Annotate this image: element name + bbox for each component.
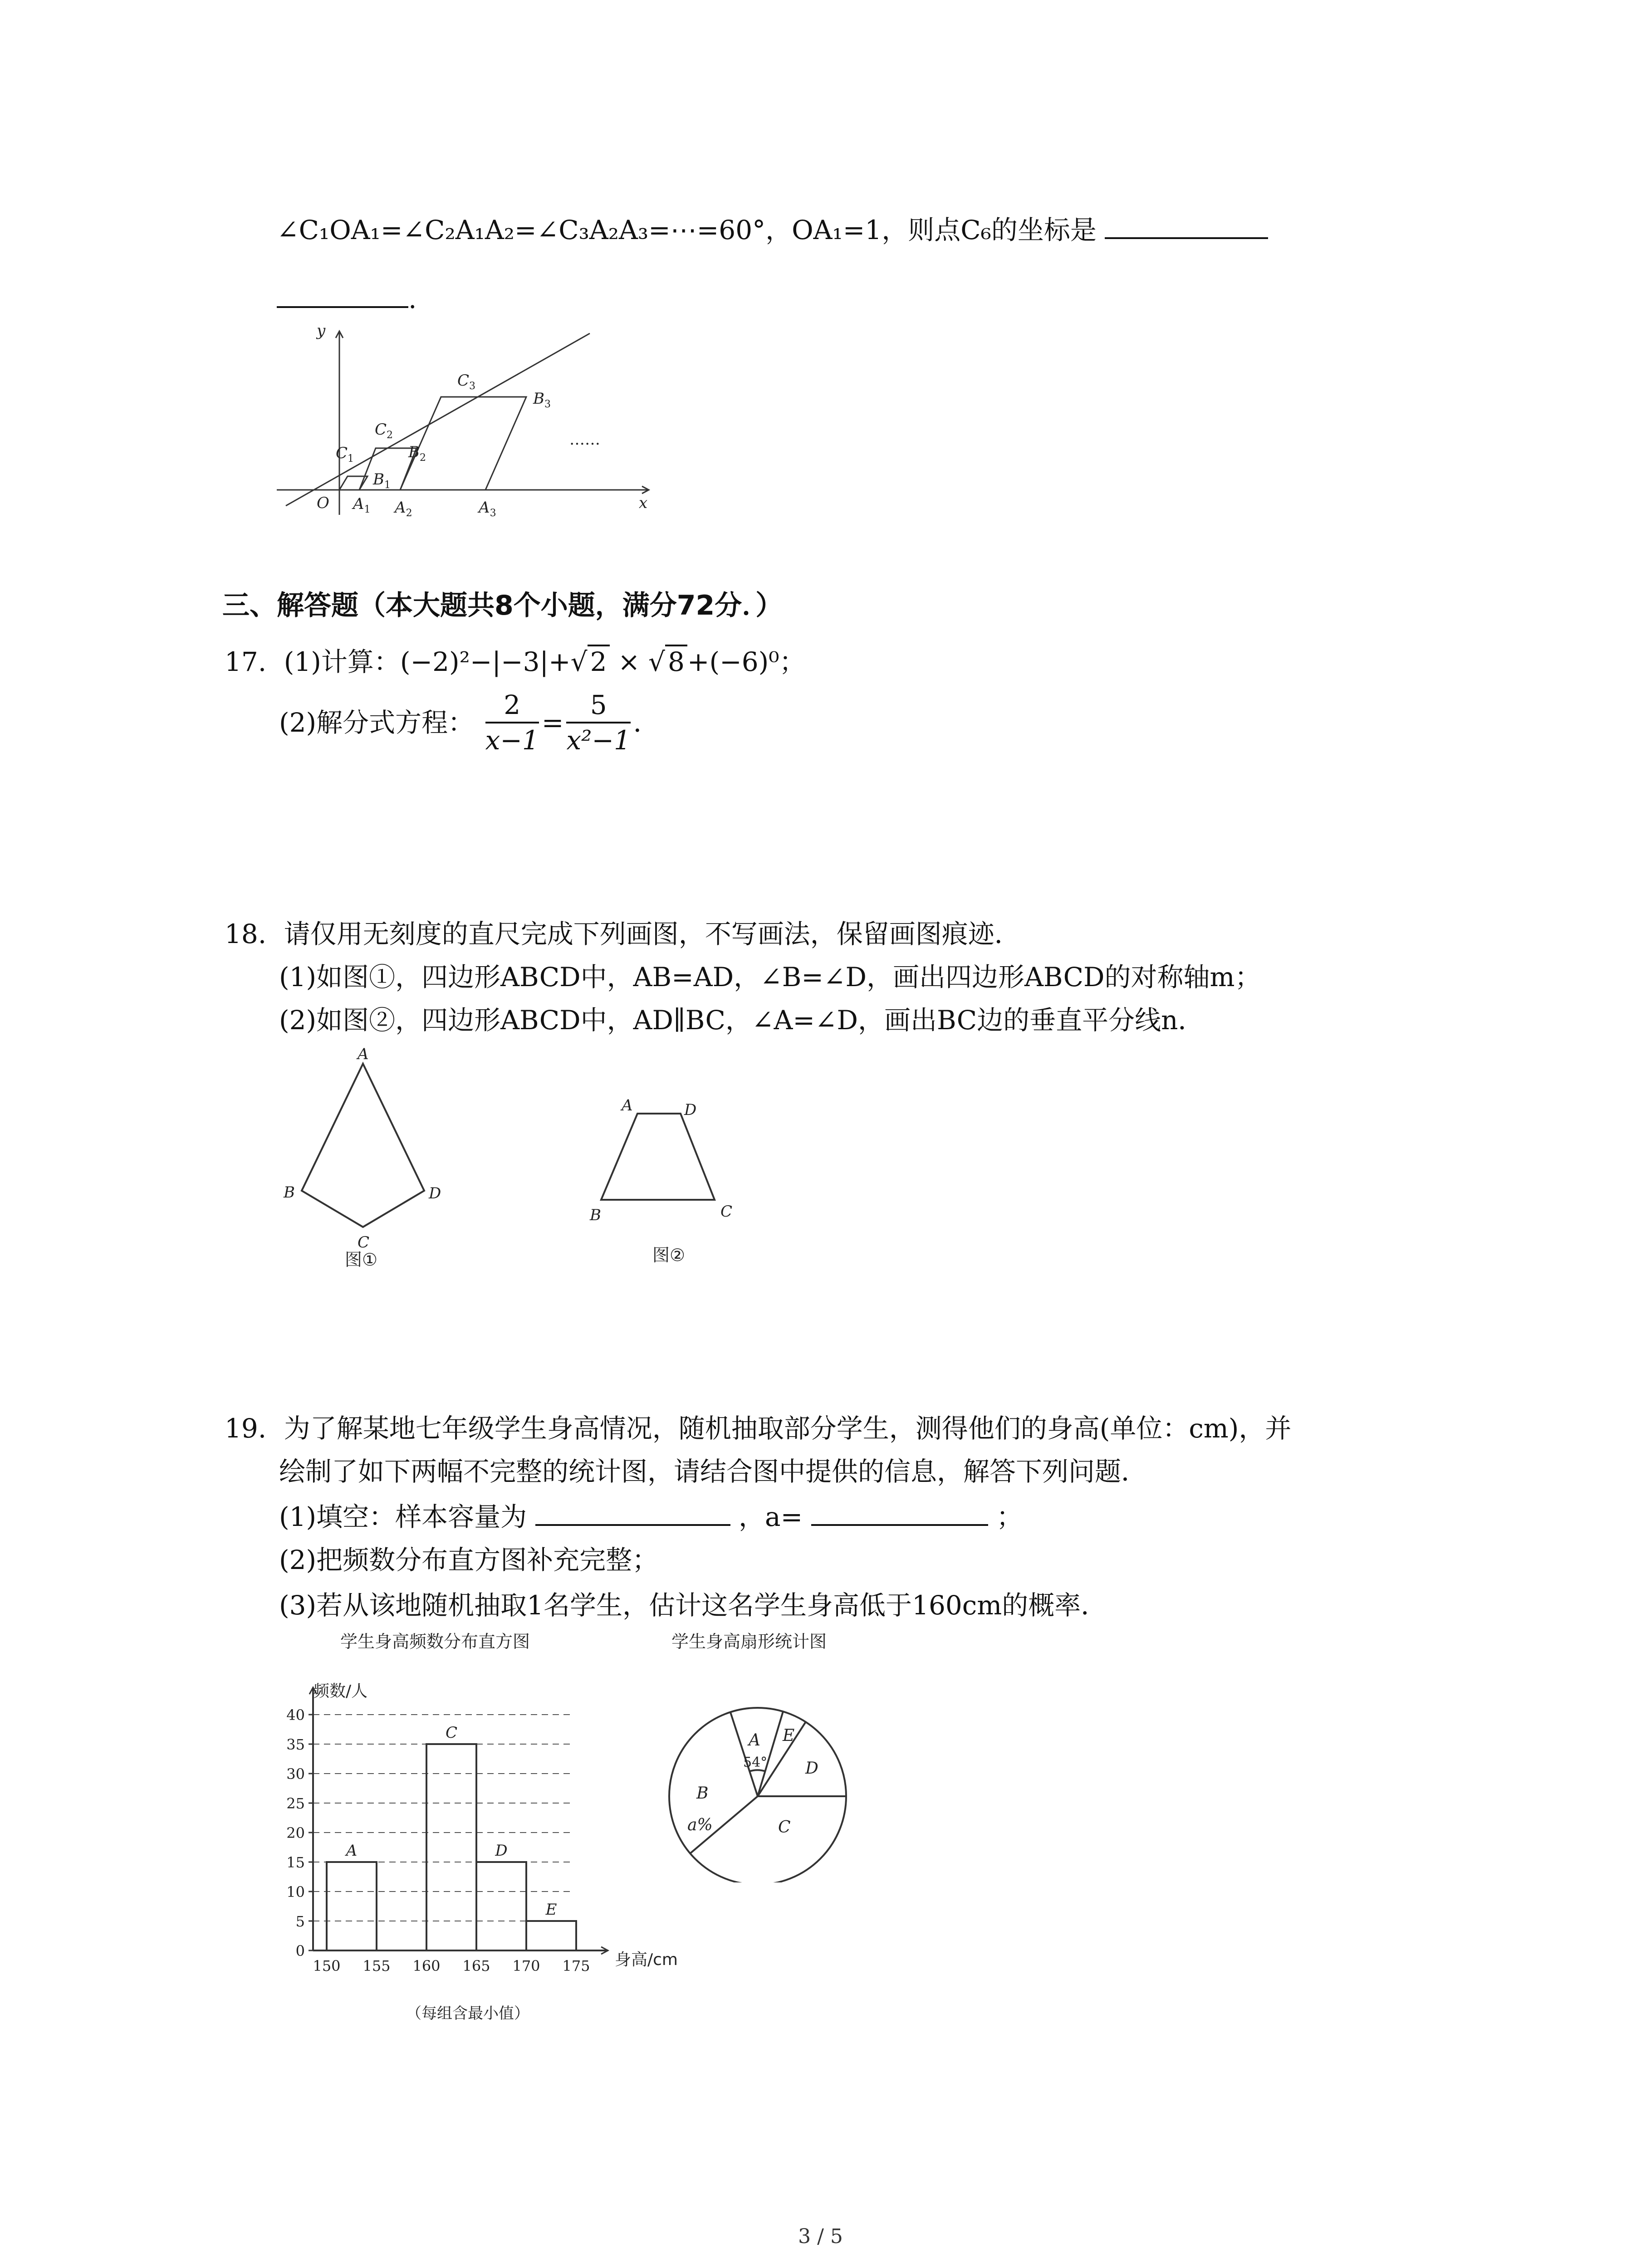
q19-pie-chart (635, 1628, 889, 1882)
q17-p2-end: ． (633, 707, 660, 738)
q17-number: 17. (225, 646, 267, 677)
hist-bar-E (526, 1921, 576, 1950)
label-x: x (639, 494, 648, 512)
q19-sample-size-blank[interactable] (535, 1524, 730, 1526)
label-O: O (317, 494, 329, 512)
q17-frac2-den: x²−1 (566, 725, 631, 756)
q16-condition: ∠C₁OA₁=∠C₂A₁A₂=∠C₃A₂A₃=⋯=60°，OA₁=1，则点C₆的坐标是 (277, 215, 1097, 245)
q19-stem-line-1 (225, 1415, 1291, 1442)
q17-times: × (617, 646, 640, 677)
q17-frac1-den: x−1 (485, 725, 539, 756)
y-tick-label: 25 (286, 1795, 305, 1812)
label-A3: $A_3$ (479, 499, 496, 519)
x-tick-label: 155 (362, 1957, 391, 1975)
y-tick-label: 0 (295, 1942, 305, 1960)
label-C3: $C_3$ (457, 371, 476, 392)
label-y: y (317, 322, 326, 340)
q19-stem-1: 为了解某地七年级学生身高情况，随机抽取部分学生，测得他们的身高(单位：cm)，并 (284, 1413, 1292, 1444)
fig1-caption: 图① (345, 1250, 378, 1270)
label-B2: $B_2$ (408, 443, 426, 464)
hist-bar-label: A (346, 1842, 358, 1860)
q17-frac1-num: 2 (485, 692, 539, 723)
label-C1: $C_1$ (336, 444, 354, 464)
q17-sqrt8: 8 (665, 645, 687, 677)
q16-end: . (408, 284, 417, 314)
label-A2: $A_2$ (395, 499, 412, 519)
fig2-label-B: B (590, 1206, 601, 1224)
q16-condition-line (277, 217, 1268, 243)
q17-fraction-1 (485, 689, 539, 756)
pie-label-E: E (783, 1726, 795, 1745)
y-tick-label: 20 (286, 1824, 305, 1842)
hist-note: （每组含最小值） (406, 2004, 529, 2023)
q17-part1-line (225, 646, 806, 677)
q19-part2: (2)把频数分布直方图补充完整； (279, 1545, 659, 1575)
q17-sqrt2: 2 (588, 645, 610, 677)
fig2-label-C: C (720, 1202, 733, 1221)
pie-label-B: B (696, 1784, 709, 1803)
q19-a-blank[interactable] (811, 1524, 988, 1526)
q18-number: 18. (225, 919, 267, 949)
sqrt-icon: √ (570, 646, 588, 677)
hist-ylabel: 频数/人 (313, 1682, 368, 1701)
y-tick-label: 5 (295, 1913, 305, 1930)
q19-p1-label: (1)填空：样本容量为 (279, 1501, 527, 1532)
y-tick-label: 30 (286, 1765, 305, 1783)
q17-p1-label: (1)计算： (284, 646, 400, 677)
fig1-label-B: B (284, 1183, 295, 1202)
label-B3: $B_3$ (533, 390, 551, 410)
q19-p1-mid: ，a= (739, 1501, 803, 1532)
q19-part1-line (279, 1501, 1023, 1532)
q18-stem-line (225, 921, 1021, 947)
y-tick-label: 15 (286, 1854, 305, 1871)
q16-figure (272, 313, 671, 531)
fig1-label-D: D (429, 1184, 441, 1202)
hist-xlabel: 身高/cm (615, 1950, 678, 1969)
q18-stem: 请仅用无刻度的直尺完成下列画图，不写画法，保留画图痕迹． (284, 919, 1021, 949)
fig1-label-C: C (358, 1233, 370, 1251)
q16-answer-blank-1[interactable] (1105, 237, 1268, 239)
pie-label-C: C (778, 1818, 791, 1837)
x-tick-label: 170 (512, 1957, 540, 1975)
label-dots: …… (569, 430, 600, 449)
q17-part2-line (279, 689, 660, 756)
x-tick-label: 165 (462, 1957, 490, 1975)
x-tick-label: 175 (562, 1957, 590, 1975)
q19-number: 19. (225, 1413, 267, 1444)
page-number: 3 / 5 (798, 2225, 843, 2248)
y-tick-label: 35 (286, 1736, 305, 1753)
x-tick-label: 150 (313, 1957, 341, 1975)
q19-p1-end: ； (996, 1501, 1023, 1532)
hist-bar-label: E (545, 1901, 557, 1919)
hist-bar-C (426, 1744, 476, 1950)
q17-frac2-num: 5 (566, 692, 630, 723)
q17-equals: = (541, 707, 564, 738)
q16-answer-blank-2[interactable] (277, 306, 408, 308)
oblique-line (286, 333, 590, 506)
pie-label-a: a% (687, 1816, 713, 1834)
fig2-label-A: A (622, 1096, 633, 1114)
q17-p2-label: (2)解分式方程： (279, 707, 475, 738)
hist-bar-label: D (495, 1842, 508, 1860)
q19-stem-2: 绘制了如下两幅不完整的统计图，请结合图中提供的信息，解答下列问题． (279, 1456, 1148, 1487)
fig2-label-D: D (684, 1101, 697, 1119)
label-C2: $C_2$ (375, 420, 393, 441)
hist-bar-D (476, 1862, 526, 1950)
q18-part1: (1)如图①，四边形ABCD中，AB=AD，∠B=∠D，画出四边形ABCD的对称轴m； (279, 962, 1261, 992)
x-tick-label: 160 (412, 1957, 441, 1975)
q18-figure-2 (576, 1089, 767, 1279)
sqrt-icon: √ (648, 646, 665, 677)
pie-radius-AE (758, 1711, 783, 1796)
pie-label-A: A (749, 1731, 760, 1750)
hist-bar-label: C (445, 1724, 458, 1742)
q17-p1-expr-b: +(−6)⁰； (687, 646, 806, 677)
section3-title: 三、解答题（本大题共8个小题，满分72分．） (222, 590, 783, 621)
pie-label-D: D (805, 1759, 818, 1778)
hist-bar-A (327, 1862, 377, 1950)
q19-part3: (3)若从该地随机抽取1名学生，估计这名学生身高低于160cm的概率． (279, 1590, 1107, 1621)
fig2-caption: 图② (652, 1245, 686, 1265)
label-A1: $A_1$ (353, 495, 371, 515)
hist-title: 学生身高频数分布直方图 (340, 1632, 530, 1652)
y-tick-label: 40 (286, 1706, 305, 1724)
fig1-label-A: A (358, 1045, 369, 1063)
label-B1: $B_1$ (373, 470, 391, 491)
q16-blank-line (277, 286, 416, 312)
pie-title: 学生身高扇形统计图 (671, 1632, 827, 1652)
q17-p1-expr-a: (−2)²−|−3|+ (400, 646, 571, 677)
y-tick-label: 10 (286, 1883, 305, 1901)
q17-fraction-2 (566, 689, 631, 756)
q18-figure-1 (268, 1043, 467, 1270)
pie-angle-label: 54° (743, 1755, 768, 1770)
q18-part2: (2)如图②，四边形ABCD中，AD∥BC，∠A=∠D，画出BC边的垂直平分线n． (279, 1005, 1205, 1036)
